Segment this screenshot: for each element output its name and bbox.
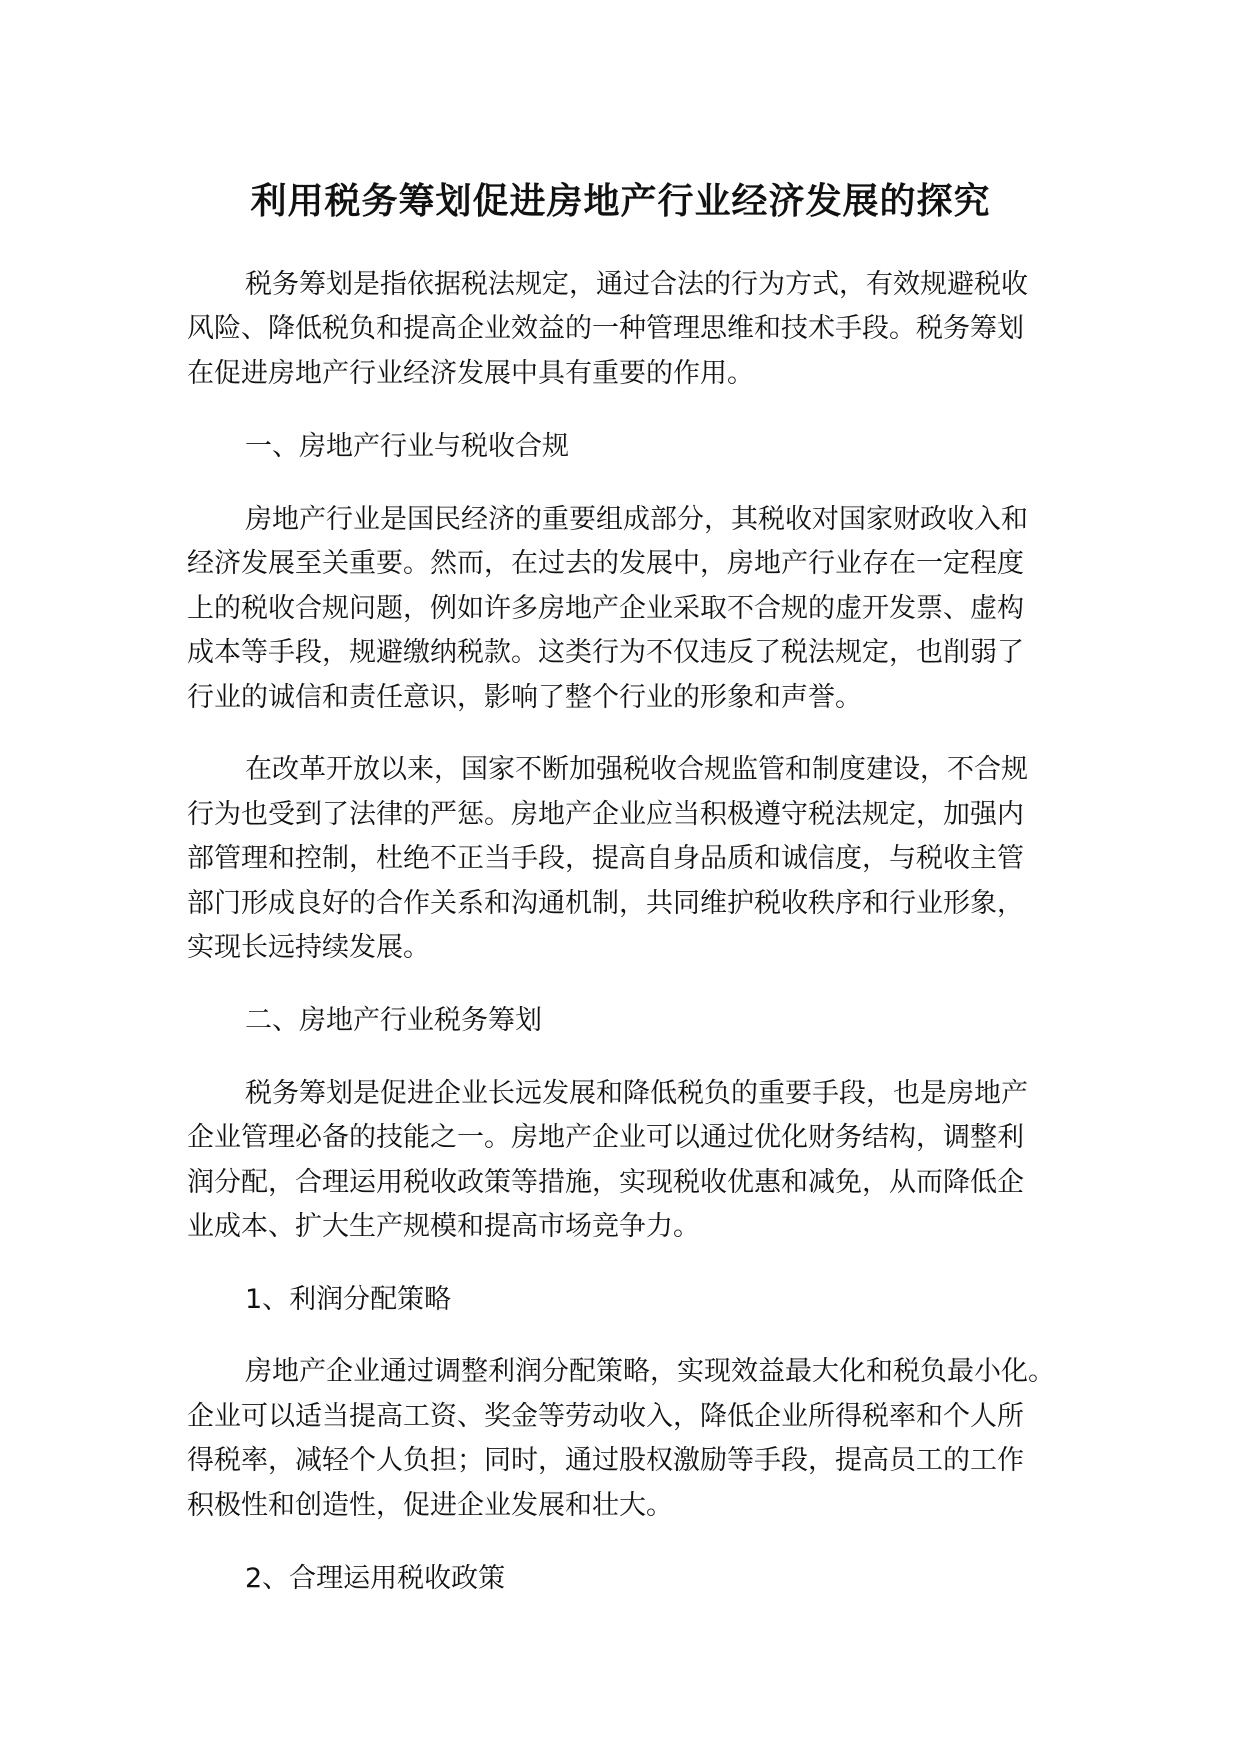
paragraph-line: 企业管理必备的技能之一。房地产企业可以通过优化财务结构，调整利	[187, 1122, 1024, 1153]
section-heading: 一、房地产行业与税收合规	[245, 431, 569, 462]
subsection-heading: 1、利润分配策略	[245, 1284, 452, 1315]
paragraph-line: 在促进房地产行业经济发展中具有重要的作用。	[187, 358, 754, 389]
paragraph-line: 房地产行业是国民经济的重要组成部分，其税收对国家财政收入和	[245, 504, 1028, 535]
paragraph-line: 经济发展至关重要。然而，在过去的发展中，房地产行业存在一定程度	[187, 548, 1024, 579]
paragraph-line: 积极性和创造性，促进企业发展和壮大。	[187, 1490, 673, 1521]
paragraph-line: 行为也受到了法律的严惩。房地产企业应当积极遵守税法规定，加强内	[187, 799, 1024, 830]
section-heading: 二、房地产行业税务筹划	[245, 1005, 542, 1036]
paragraph-line: 风险、降低税负和提高企业效益的一种管理思维和技术手段。税务筹划	[187, 313, 1024, 344]
paragraph-line: 业成本、扩大生产规模和提高市场竞争力。	[187, 1211, 700, 1242]
paragraph-line: 部管理和控制，杜绝不正当手段，提高自身品质和诚信度，与税收主管	[187, 843, 1024, 874]
paragraph-line: 税务筹划是指依据税法规定，通过合法的行为方式，有效规避税收	[245, 269, 1028, 300]
paragraph-line: 得税率，减轻个人负担；同时，通过股权激励等手段，提高员工的工作	[187, 1445, 1024, 1476]
paragraph-line: 房地产企业通过调整利润分配策略，实现效益最大化和税负最小化。	[245, 1356, 1055, 1387]
paragraph-line: 实现长远持续发展。	[187, 932, 430, 963]
paragraph-line: 在改革开放以来，国家不断加强税收合规监管和制度建设，不合规	[245, 754, 1028, 785]
paragraph-line: 上的税收合规问题，例如许多房地产企业采取不合规的虚开发票、虚构	[187, 593, 1024, 624]
document-title: 利用税务筹划促进房地产行业经济发展的探究	[250, 181, 991, 222]
subsection-heading: 2、合理运用税收政策	[245, 1563, 506, 1594]
paragraph-line: 成本等手段，规避缴纳税款。这类行为不仅违反了税法规定，也削弱了	[187, 637, 1024, 668]
paragraph-line: 部门形成良好的合作关系和沟通机制，共同维护税收秩序和行业形象，	[187, 888, 1024, 919]
paragraph-line: 税务筹划是促进企业长远发展和降低税负的重要手段，也是房地产	[245, 1078, 1028, 1109]
paragraph-line: 行业的诚信和责任意识，影响了整个行业的形象和声誉。	[187, 682, 862, 713]
paragraph-line: 润分配，合理运用税收政策等措施，实现税收优惠和减免，从而降低企	[187, 1167, 1024, 1198]
paragraph-line: 企业可以适当提高工资、奖金等劳动收入，降低企业所得税率和个人所	[187, 1401, 1024, 1432]
